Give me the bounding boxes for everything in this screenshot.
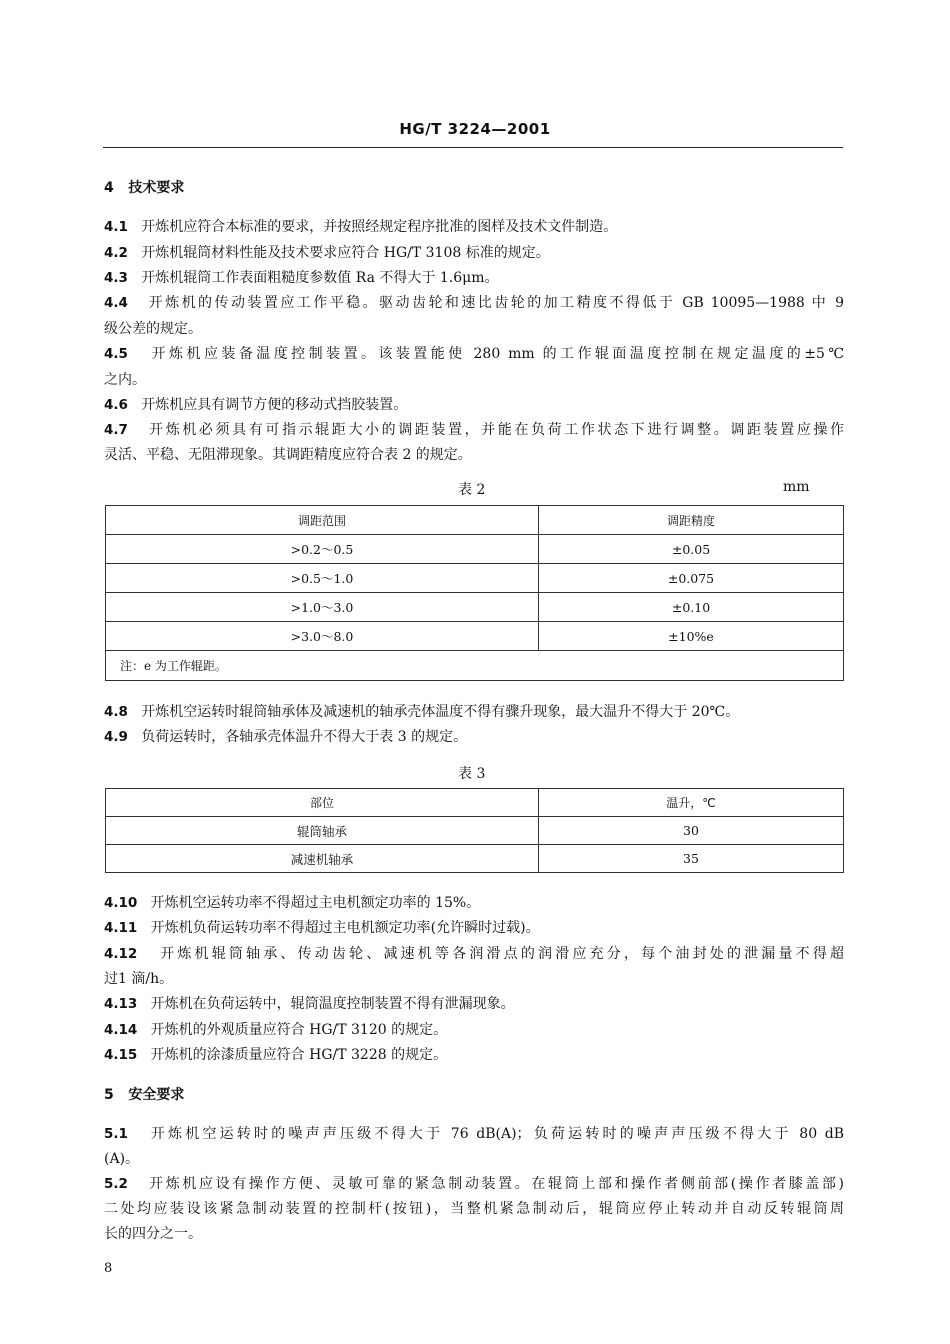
clause-number: 4.9	[104, 729, 128, 745]
page-number: 8	[104, 1261, 113, 1276]
clause-4-7-continued	[104, 445, 844, 465]
clause-4-4-continued	[104, 319, 844, 339]
table-cell: >0.5～1.0	[106, 564, 539, 593]
clause-5-2-continued	[104, 1224, 844, 1244]
clause-text: 开炼机空运转功率不得超过主电机额定功率的 15%。	[150, 895, 481, 911]
clause-5-1-continued	[104, 1149, 844, 1169]
clause-text: 过1 滴/h。	[104, 971, 174, 987]
clause-4-8	[104, 702, 844, 722]
clause-text: 开炼机应设有操作方便、灵敏可靠的紧急制动装置。在辊筒上部和操作者侧前部(操作者膝盖部)	[149, 1176, 845, 1192]
clause-text: 开炼机辊筒工作表面粗糙度参数值 Ra 不得大于 1.6μm。	[141, 270, 499, 286]
header-rule	[103, 147, 843, 148]
clause-number: 4.14	[104, 1022, 138, 1038]
table-header-cell: 部位	[106, 789, 539, 817]
clause-4-12	[104, 944, 844, 964]
clause-text: 级公差的规定。	[104, 321, 202, 337]
clause-4-6	[104, 395, 844, 415]
clause-number: 4.5	[104, 346, 128, 362]
clause-4-15	[104, 1045, 844, 1065]
clause-number: 4.6	[104, 397, 128, 413]
clause-4-5-continued	[104, 370, 844, 390]
table-cell: ±0.05	[539, 535, 844, 564]
table-cell: ±0.10	[539, 593, 844, 622]
table-row	[106, 564, 844, 593]
clause-number: 4.2	[104, 245, 128, 261]
clause-4-14	[104, 1020, 844, 1040]
table-row	[106, 622, 844, 651]
clause-4-4	[104, 293, 844, 313]
clause-text: 开炼机的外观质量应符合 HG/T 3120 的规定。	[150, 1022, 448, 1038]
table-3	[105, 788, 844, 873]
clause-text: (A)。	[104, 1151, 140, 1167]
table-cell: ±10%e	[539, 622, 844, 651]
clause-text: 长的四分之一。	[104, 1226, 202, 1242]
section-5-number: 5	[104, 1087, 114, 1103]
clause-text: 开炼机辊筒轴承、传动齿轮、减速机等各润滑点的润滑应充分，每个油封处的泄漏量不得超	[160, 946, 844, 962]
clause-4-12-continued	[104, 969, 844, 989]
clause-number: 4.10	[104, 895, 138, 911]
clause-4-9	[104, 727, 844, 747]
table-cell: 辊筒轴承	[106, 817, 539, 845]
clause-4-2	[104, 243, 844, 263]
clause-number: 4.8	[104, 704, 128, 720]
clause-number: 4.12	[104, 946, 138, 962]
table-header-cell: 调距范围	[106, 506, 539, 535]
clause-5-2	[104, 1174, 844, 1194]
clause-number: 4.3	[104, 270, 128, 286]
section-4-number: 4	[104, 180, 114, 196]
clause-number: 4.11	[104, 920, 138, 936]
clause-5-1	[104, 1124, 844, 1144]
clause-text: 开炼机的涂漆质量应符合 HG/T 3228 的规定。	[150, 1047, 448, 1063]
clause-4-3	[104, 268, 844, 288]
table-cell: 减速机轴承	[106, 845, 539, 873]
document-header-code: HG/T 3224—2001	[399, 120, 551, 138]
clause-4-10	[104, 893, 844, 913]
table-cell: 30	[539, 817, 844, 845]
table-row	[106, 593, 844, 622]
table-cell: >3.0～8.0	[106, 622, 539, 651]
table-row	[106, 845, 844, 873]
section-4-title	[104, 178, 844, 198]
clause-text: 开炼机必须具有可指示辊距大小的调距装置，并能在负荷工作状态下进行调整。调距装置应操作	[149, 422, 845, 438]
clause-4-11	[104, 918, 844, 938]
clause-number: 4.4	[104, 295, 128, 311]
table-row	[106, 817, 844, 845]
table-cell: ±0.075	[539, 564, 844, 593]
section-5-title	[104, 1085, 844, 1105]
clause-text: 开炼机的传动装置应工作平稳。驱动齿轮和速比齿轮的加工精度不得低于 GB 10095—1988 中 9	[148, 295, 844, 311]
clause-text: 开炼机在负荷运转中，辊筒温度控制装置不得有泄漏现象。	[150, 996, 515, 1012]
clause-text: 开炼机应装备温度控制装置。该装置能使 280 mm 的工作辊面温度控制在规定温度的±5℃	[151, 346, 844, 362]
clause-text: 开炼机空运转时辊筒轴承体及减速机的轴承壳体温度不得有骤升现象，最大温升不得大于 20℃。	[141, 704, 740, 720]
clause-4-5	[104, 344, 844, 364]
table-2	[105, 505, 844, 681]
clause-4-1	[104, 217, 844, 237]
section-5-heading: 安全要求	[128, 1087, 185, 1103]
clause-5-2-continued	[104, 1199, 844, 1219]
table-2-unit: mm	[783, 479, 810, 495]
table-cell: >1.0～3.0	[106, 593, 539, 622]
table-header-cell: 温升，℃	[539, 789, 844, 817]
table-note-row	[106, 651, 844, 681]
clause-text: 开炼机应符合本标准的要求，并按照经规定程序批准的图样及技术文件制造。	[141, 219, 618, 235]
clause-text: 开炼机负荷运转功率不得超过主电机额定功率(允许瞬时过载)。	[150, 920, 540, 936]
table-3-caption: 表 3	[458, 766, 486, 782]
clause-4-7	[104, 420, 844, 440]
clause-number: 5.1	[104, 1126, 128, 1142]
clause-text: 负荷运转时，各轴承壳体温升不得大于表 3 的规定。	[141, 729, 468, 745]
table-header-row	[106, 506, 844, 535]
clause-text: 开炼机空运转时的噪声声压级不得大于 76 dB(A)；负荷运转时的噪声声压级不得大于 80 dB	[150, 1126, 844, 1142]
table-cell: 35	[539, 845, 844, 873]
clause-number: 4.13	[104, 996, 138, 1012]
clause-4-13	[104, 994, 844, 1014]
clause-text: 二处均应装设该紧急制动装置的控制杆(按钮)，当整机紧急制动后，辊筒应停止转动并自动反转辊筒周	[104, 1201, 844, 1217]
table-header-row	[106, 789, 844, 817]
table-row	[106, 535, 844, 564]
table-note: 注：e 为工作辊距。	[106, 651, 844, 681]
clause-number: 4.15	[104, 1047, 138, 1063]
table-header-cell: 调距精度	[539, 506, 844, 535]
section-4-heading: 技术要求	[128, 180, 185, 196]
clause-number: 4.1	[104, 219, 128, 235]
table-2-caption: 表 2	[458, 482, 486, 498]
clause-text: 灵活、平稳、无阻滞现象。其调距精度应符合表 2 的规定。	[104, 447, 472, 463]
clause-number: 4.7	[104, 422, 128, 438]
table-cell: >0.2～0.5	[106, 535, 539, 564]
clause-text: 开炼机应具有调节方便的移动式挡胶装置。	[141, 397, 408, 413]
clause-number: 5.2	[104, 1176, 128, 1192]
clause-text: 开炼机辊筒材料性能及技术要求应符合 HG/T 3108 标准的规定。	[141, 245, 550, 261]
clause-text: 之内。	[104, 372, 146, 388]
